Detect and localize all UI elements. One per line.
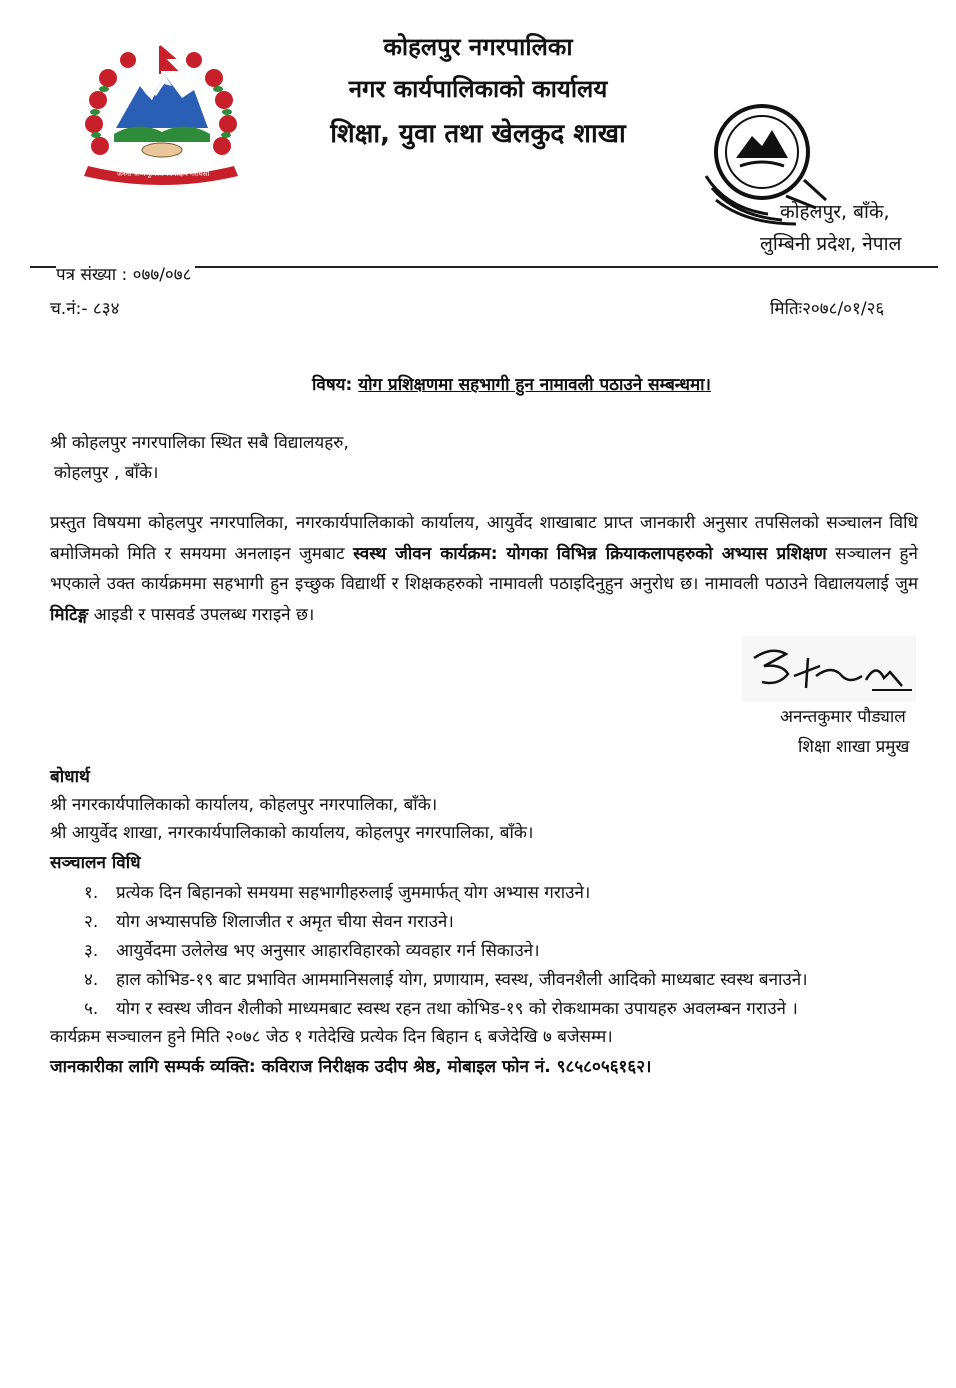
body-text-2: सञ्चालन हुने भएकाले उक्त कार्यक्रममा सहभागी हुन इच्छुक विद्यार्थी र शिक्षकहरुको नामावली पठाइदिनुहुन अनुरोध छ। नामावली पठाउने विद्यालयलाई जुम [50,543,918,594]
method-item-text: प्रत्येक दिन बिहानको समयमा सहभागीहरुलाई जुममार्फत् योग अभ्यास गराउने। [116,883,591,903]
addressee-line1: श्री कोहलपुर नगरपालिका स्थित सबै विद्यालयहरु, [50,433,349,453]
method-item-number: १. [84,883,99,903]
method-item-number: ४. [84,970,99,990]
letter-reference-number: पत्र संख्या : ०७७/०७८ [56,262,195,285]
cc-recipient: श्री नगरकार्यपालिकाको कार्यालय, कोहलपुर नगरपालिका, बाँके। [50,795,438,815]
method-item-number: २. [84,912,99,932]
emblem-motto: जननी जन्मभूमिश्च स्वर्गादपि गरीयसी [116,170,210,178]
letter-body [50,508,918,630]
method-item-text: योग र स्वस्थ जीवन शैलीको माध्यमबाट स्वस्थ रहन तथा कोभिड-१९ को रोकथामका उपायहरु अवलम्बन गराउने । [116,999,798,1019]
addressee-line2: कोहलपुर , बाँके। [54,463,159,483]
office-address-line1: कोहलपुर, बाँके, [780,201,890,223]
office-name-line3: शिक्षा, युवा तथा खेलकुद शाखा [330,119,626,149]
method-item-number: ५. [84,999,99,1019]
method-item-text: हाल कोभिड-१९ बाट प्रभावित आममानिसलाई योग, प्रणायाम, स्वस्थ, जीवनशैली आदिको माध्यबाट स्वस्थ बनाउने। [116,970,808,990]
program-schedule: कार्यक्रम सञ्चालन हुने मिति २०७८ जेठ १ गतेदेखि प्रत्येक दिन बिहान ६ बजेदेखि ७ बजेसम्म। [50,1027,613,1047]
subject-label: विषय: [312,375,353,395]
subject-text: योग प्रशिक्षणमा सहभागी हुन नामावली पठाउने सम्बन्धमा। [358,375,711,395]
office-name-line2: नगर कार्यपालिकाको कार्यालय [348,75,608,103]
method-item-number: ३. [84,941,99,961]
signatory-name: अनन्तकुमार पौड्याल [780,707,906,727]
handwritten-signature [742,636,916,702]
body-meeting-word: मिटिङ्ग [50,604,89,625]
signatory-title: शिक्षा शाखा प्रमुख [798,737,910,757]
method-heading: सञ्चालन विधि [50,853,141,873]
office-address-line2: लुम्बिनी प्रदेश, नेपाल [760,233,902,255]
cc-heading: बोधार्थ [50,767,90,787]
method-item-text: योग अभ्यासपछि शिलाजीत र अमृत चीया सेवन गराउने। [116,912,454,932]
cc-recipient: श्री आयुर्वेद शाखा, नगरकार्यपालिकाको कार्यालय, कोहलपुर नगरपालिका, बाँके। [50,823,534,843]
body-program-name: स्वस्थ जीवन कार्यक्रम: योगका विभिन्न क्रियाकलापहरुको अभ्यास प्रशिक्षण [353,543,827,564]
method-item-text: आयुर्वेदमा उलेलेख भए अनुसार आहारविहारको व्यवहार गर्न सिकाउने। [116,941,540,961]
body-text-3: आइडी र पासवर्ड उपलब्ध गराइने छ। [88,604,315,625]
letter-subject [312,372,711,395]
office-name-line1: कोहलपुर नगरपालिका [383,33,573,61]
contact-person: जानकारीका लागि सम्पर्क व्यक्ति: कविराज निरीक्षक उदीप श्रेष्ठ, मोबाइल फोन नं. ९८५८०५६१६२। [50,1057,652,1077]
nepal-emblem-icon [78,38,244,188]
body-text-1: प्रस्तुत विषयमा कोहलपुर नगरपालिका, नगरकार्यपालिकाको कार्यालय, आयुर्वेद शाखाबाट प्राप्त जानकारी अनुसार तपसिलको सञ्चालन विधि बमोजिमको मिति र समयमा अनलाइन जुमबाट [50,513,918,564]
dispatch-number: च.नं:- ८३४ [50,299,120,319]
letter-date: मितिः२०७८/०१/२६ [770,299,885,319]
